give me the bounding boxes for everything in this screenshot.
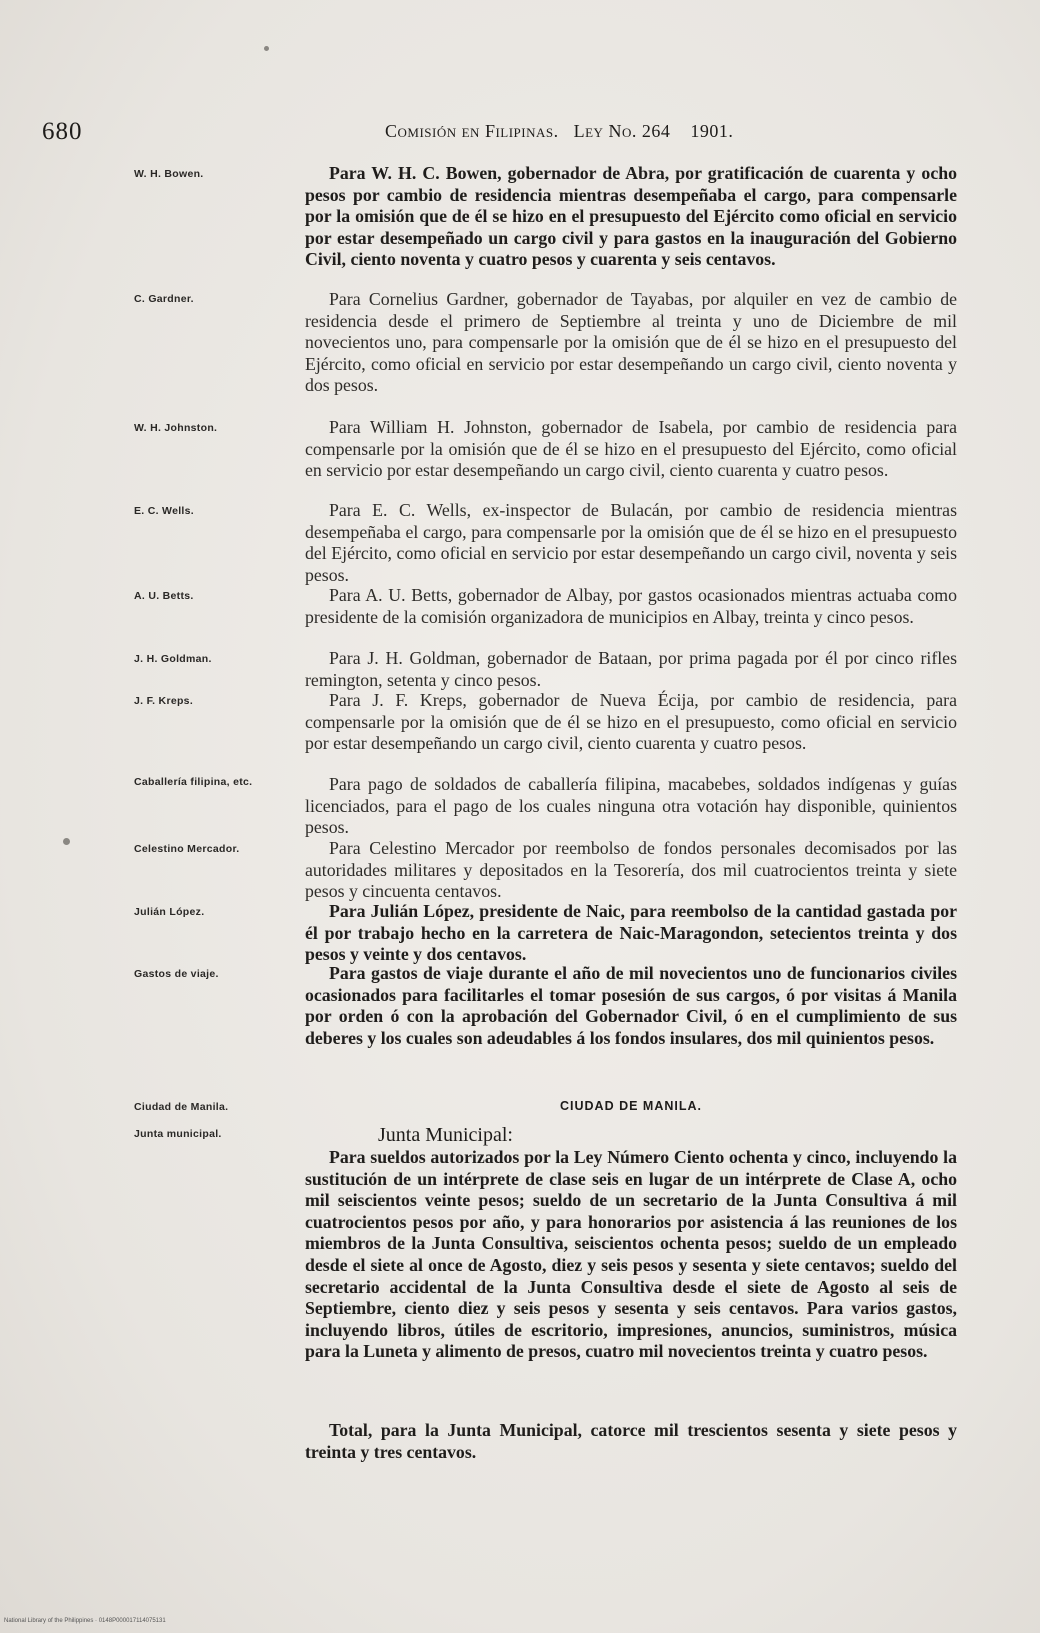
paragraph-junta: Para sueldos autorizados por la Ley Número Ciento ochenta y cinco, incluyendo la sustitución de un intérprete de clase seis en lugar de un intérprete de Clase A, ocho mil seiscientos veinte pesos; sueldo de un secretario de la Junta Consultiva á mil cuatrocientos pesos por año, y para honorarios por asistencia á las reuniones de los miembros de la Junta Consultiva, seiscientos ochenta pesos; sueldo de un empleado desde el siete al once de Agosto, diez y seis pesos y sesenta y siete centavos; sueldo del secretario accidental de la Junta Consultiva desde el siete de Agosto al seis de Septiembre, ciento diez y seis pesos y sesenta y seis centavos. Para varios gastos, incluyendo libros, útiles de escritorio, impresiones, anuncios, suministros, música para la Luneta y alimento de presos, cuatro mil novecientos treinta y cuatro pesos. xyxy=(305,1147,957,1362)
paragraph-johnston: Para William H. Johnston, gobernador de Isabela, por cambio de residencia para compensarle por la omisión que de él se hizo en el presupuesto del Ejército, como oficial en servicio por estar desempeñando un cargo civil, ciento cuarenta y cuatro pesos. xyxy=(305,417,957,481)
running-head-year: 1901. xyxy=(690,121,734,141)
margin-note-gardner: C. Gardner. xyxy=(134,293,194,305)
section-title: CIUDAD DE MANILA. xyxy=(560,1099,702,1113)
paper-speck xyxy=(63,838,70,845)
margin-note-mercador: Celestino Mercador. xyxy=(134,843,240,855)
footer-credit: National Library of the Philippines · 0148P000017114075131 xyxy=(4,1618,166,1624)
margin-note-wells: E. C. Wells. xyxy=(134,505,195,517)
running-head-title: Comisión en Filipinas. xyxy=(385,121,559,141)
page-number: 680 xyxy=(42,118,83,145)
paragraph-mercador: Para Celestino Mercador por reembolso de fondos personales decomisados por las autoridades militares y depositados en la Tesorería, dos mil cuatrocientos treinta y siete pesos y cincuenta centavos. xyxy=(305,838,957,902)
running-head xyxy=(385,121,865,142)
paragraph-wells: Para E. C. Wells, ex-inspector de Bulacán, por cambio de residencia mientras desempeñaba el cargo, para compensarle por la omisión que de él se hizo en el presupuesto del Ejército, como oficial en servicio por estar desempeñando un cargo civil, noventa y seis pesos. xyxy=(305,500,957,585)
junta-heading: Junta Municipal: xyxy=(378,1124,513,1146)
paragraph-caballeria: Para pago de soldados de caballería filipina, macabebes, soldados indígenas y guías licenciados, para el pago de los cuales ninguna otra votación hay disponible, quinientos pesos. xyxy=(305,774,957,838)
margin-note-gastos-viaje: Gastos de viaje. xyxy=(134,968,219,980)
margin-note-kreps: J. F. Kreps. xyxy=(134,695,194,707)
margin-note-junta: Junta municipal. xyxy=(134,1128,222,1140)
paragraph-goldman: Para J. H. Goldman, gobernador de Bataan, por prima pagada por él por cinco rifles remington, setenta y cinco pesos. xyxy=(305,648,957,690)
paragraph-lopez: Para Julián López, presidente de Naic, para reembolso de la cantidad gastada por él por trabajo hecho en la carretera de Naic-Maragondon, setecientos treinta y dos pesos y veinte y dos centavos. xyxy=(305,901,957,965)
paragraph-betts: Para A. U. Betts, gobernador de Albay, por gastos ocasionados mientras actuaba como presidente de la comisión organizadora de municipios en Albay, treinta y cinco pesos. xyxy=(305,585,957,627)
margin-note-betts: A. U. Betts. xyxy=(134,590,194,602)
margin-note-caballeria: Caballería filipina, etc. xyxy=(134,776,253,788)
paragraph-bowen: Para W. H. C. Bowen, gobernador de Abra, por gratificación de cuarenta y ocho pesos por cambio de residencia mientras desempeñaba el cargo, para compensarle por la omisión que de él se hizo en el presupuesto del Ejército como oficial en servicio por estar desempeñado un cargo civil y para gastos en la inauguración del Gobierno Civil, ciento noventa y cuatro pesos y cuarenta y seis centavos. xyxy=(305,163,957,270)
paper-speck xyxy=(264,46,269,51)
paragraph-junta-total: Total, para la Junta Municipal, catorce mil trescientos sesenta y siete pesos y treinta y tres centavos. xyxy=(305,1420,957,1462)
margin-note-johnston: W. H. Johnston. xyxy=(134,422,218,434)
margin-note-lopez: Julián López. xyxy=(134,906,205,918)
margin-note-bowen: W. H. Bowen. xyxy=(134,168,204,180)
margin-note-ciudad-manila: Ciudad de Manila. xyxy=(134,1101,229,1113)
running-head-law: Ley No. 264 xyxy=(573,121,671,141)
paragraph-gastos-viaje: Para gastos de viaje durante el año de mil novecientos uno de funcionarios civiles ocasionados para facilitarles el tomar posesión de sus cargos, ó por visitas á Manila por orden ó con la aprobación del Gobernador Civil, ó en el cumplimiento de sus deberes y los cuales son adeudables á los fondos insulares, dos mil quinientos pesos. xyxy=(305,963,957,1048)
margin-note-goldman: J. H. Goldman. xyxy=(134,653,212,665)
paragraph-gardner: Para Cornelius Gardner, gobernador de Tayabas, por alquiler en vez de cambio de residencia desde el primero de Septiembre al treinta y uno de Diciembre de mil novecientos uno, para compensarle por la omisión que de él se hizo en el presupuesto del Ejército, como oficial en servicio por estar desempeñando un cargo civil, ciento noventa y dos pesos. xyxy=(305,289,957,396)
paragraph-kreps: Para J. F. Kreps, gobernador de Nueva Écija, por cambio de residencia, para compensarle por la omisión que de él se hizo en el presupuesto, como oficial en servicio por estar desempeñando un cargo civil, ciento cuarenta y cuatro pesos. xyxy=(305,690,957,754)
